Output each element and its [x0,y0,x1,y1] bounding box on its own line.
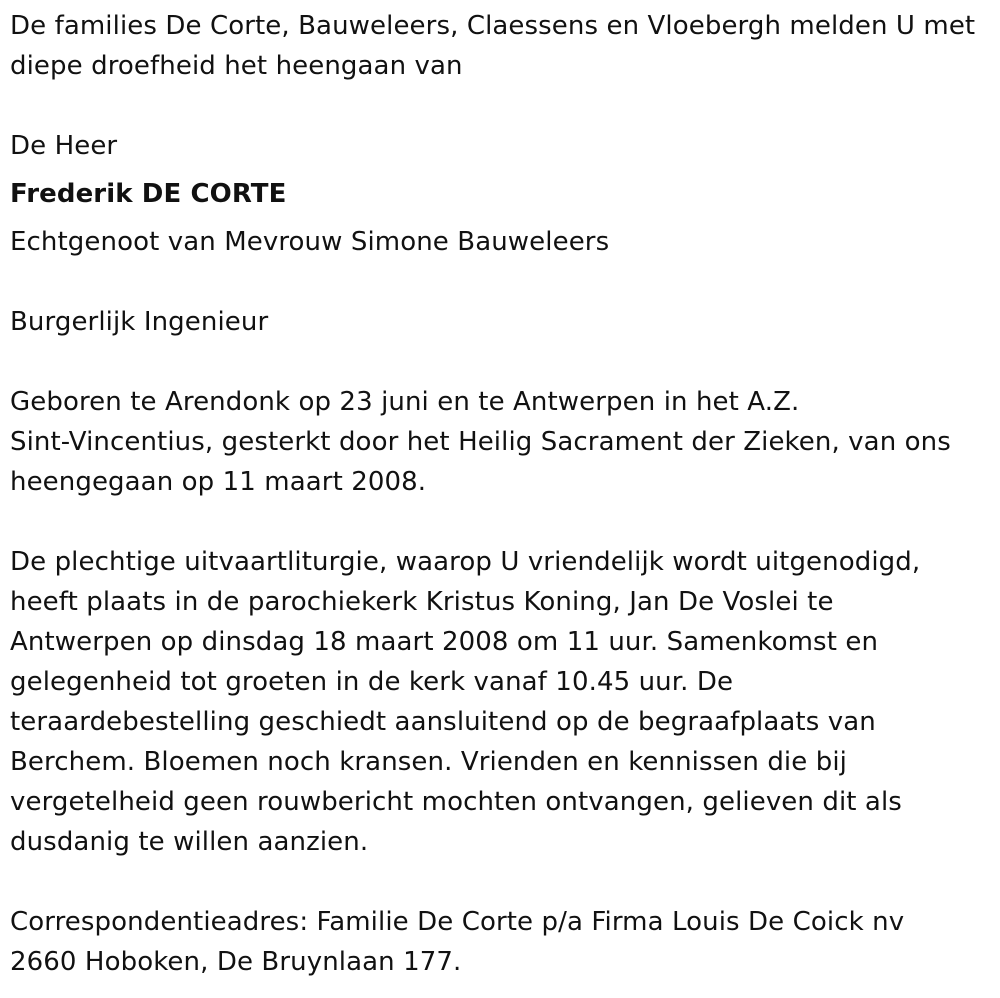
intro-paragraph: De families De Corte, Bauweleers, Claessens en Vloebergh melden U met diepe droefheid het heengaan van [10,11,976,81]
deceased-name: Frederik DE CORTE [10,179,287,209]
correspondence-paragraph: Correspondentieadres: Familie De Corte p/a Firma Louis De Coick nv 2660 Hoboken, De Bruynlaan 177. [10,907,905,977]
funeral-paragraph: De plechtige uitvaartliturgie, waarop U vriendelijk wordt uitgenodigd, heeft plaats in de parochiekerk Kristus Koning, Jan De Voslei te Antwerpen op dinsdag 18 maart 2008 om 11 uur. Samenkomst en gelegenheid tot groeten in de kerk vanaf 10.45 uur. De teraardebestelling geschiedt aansluitend op de begraafplaats van Berchem. Bloemen noch kransen. Vrienden en kennissen die bij vergetelheid geen rouwbericht mochten ontvangen, gelieven dit als dusdanig te willen aanzien. [10,547,921,857]
spouse-line: Echtgenoot van Mevrouw Simone Bauweleers [10,227,610,257]
birth-death-paragraph: Geboren te Arendonk op 23 juni en te Antwerpen in het A.Z. Sint-Vincentius, gesterkt door het Heilig Sacrament der Zieken, van ons heengegaan op 11 maart 2008. [10,387,951,497]
profession-line: Burgerlijk Ingenieur [10,307,269,337]
honorific-title: De Heer [10,131,118,161]
